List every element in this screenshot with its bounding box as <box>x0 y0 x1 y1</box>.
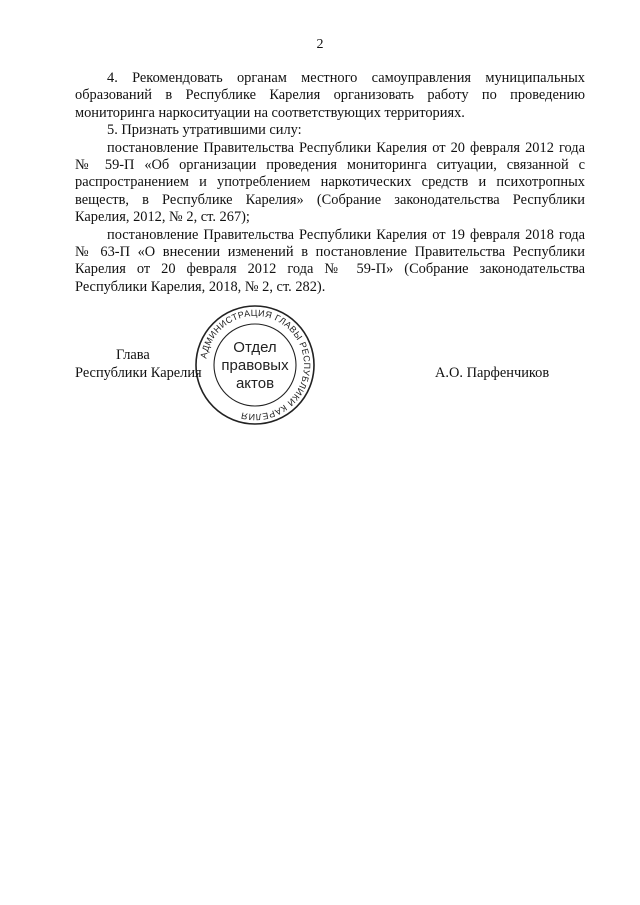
stamp-center-line-1: Отдел <box>233 339 277 356</box>
stamp-ring-textpath: АДМИНИСТРАЦИЯ ГЛАВЫ РЕСПУБЛИКИ КАРЕЛИЯ <box>198 307 313 423</box>
paragraph-item-5: 5. Признать утратившими силу: <box>107 122 302 139</box>
signature-organization: Республики Карелия <box>75 365 202 381</box>
stamp-center-line-3: актов <box>235 375 275 392</box>
official-stamp <box>193 303 317 427</box>
page-number: 2 <box>316 37 324 52</box>
paragraph-repealed-2012: постановление Правительства Республики Карелия от 20 февраля 2012 года № 59-П «Об организации проведения мониторинга ситуации, связанной с распространением и употреблением наркотических средств и психотропных веществ, в Республике Карелия» (Собрание законодательства Республики Карелия, 2012, № 2, ст. 267); <box>75 139 585 226</box>
signatory-name: А.О. Парфенчиков <box>435 365 550 381</box>
stamp-center-line-2: правовых <box>221 357 289 374</box>
paragraph-repealed-2018: постановление Правительства Республики Карелия от 19 февраля 2018 года № 63-П «О внесении изменений в постановление Правительства Республики Карелия от 20 февраля 2012 года № 59-П» (Собрание законодательства Республики Карелия, 2018, № 2, ст. 282). <box>75 226 585 295</box>
paragraph-item-4: 4. Рекомендовать органам местного самоуправления муниципальных образований в Республике Карелия организовать работу по проведению мониторинга наркоситуации на соответствующих территориях. <box>75 70 585 121</box>
document-body <box>75 70 585 296</box>
signature-title: Глава <box>116 347 150 363</box>
